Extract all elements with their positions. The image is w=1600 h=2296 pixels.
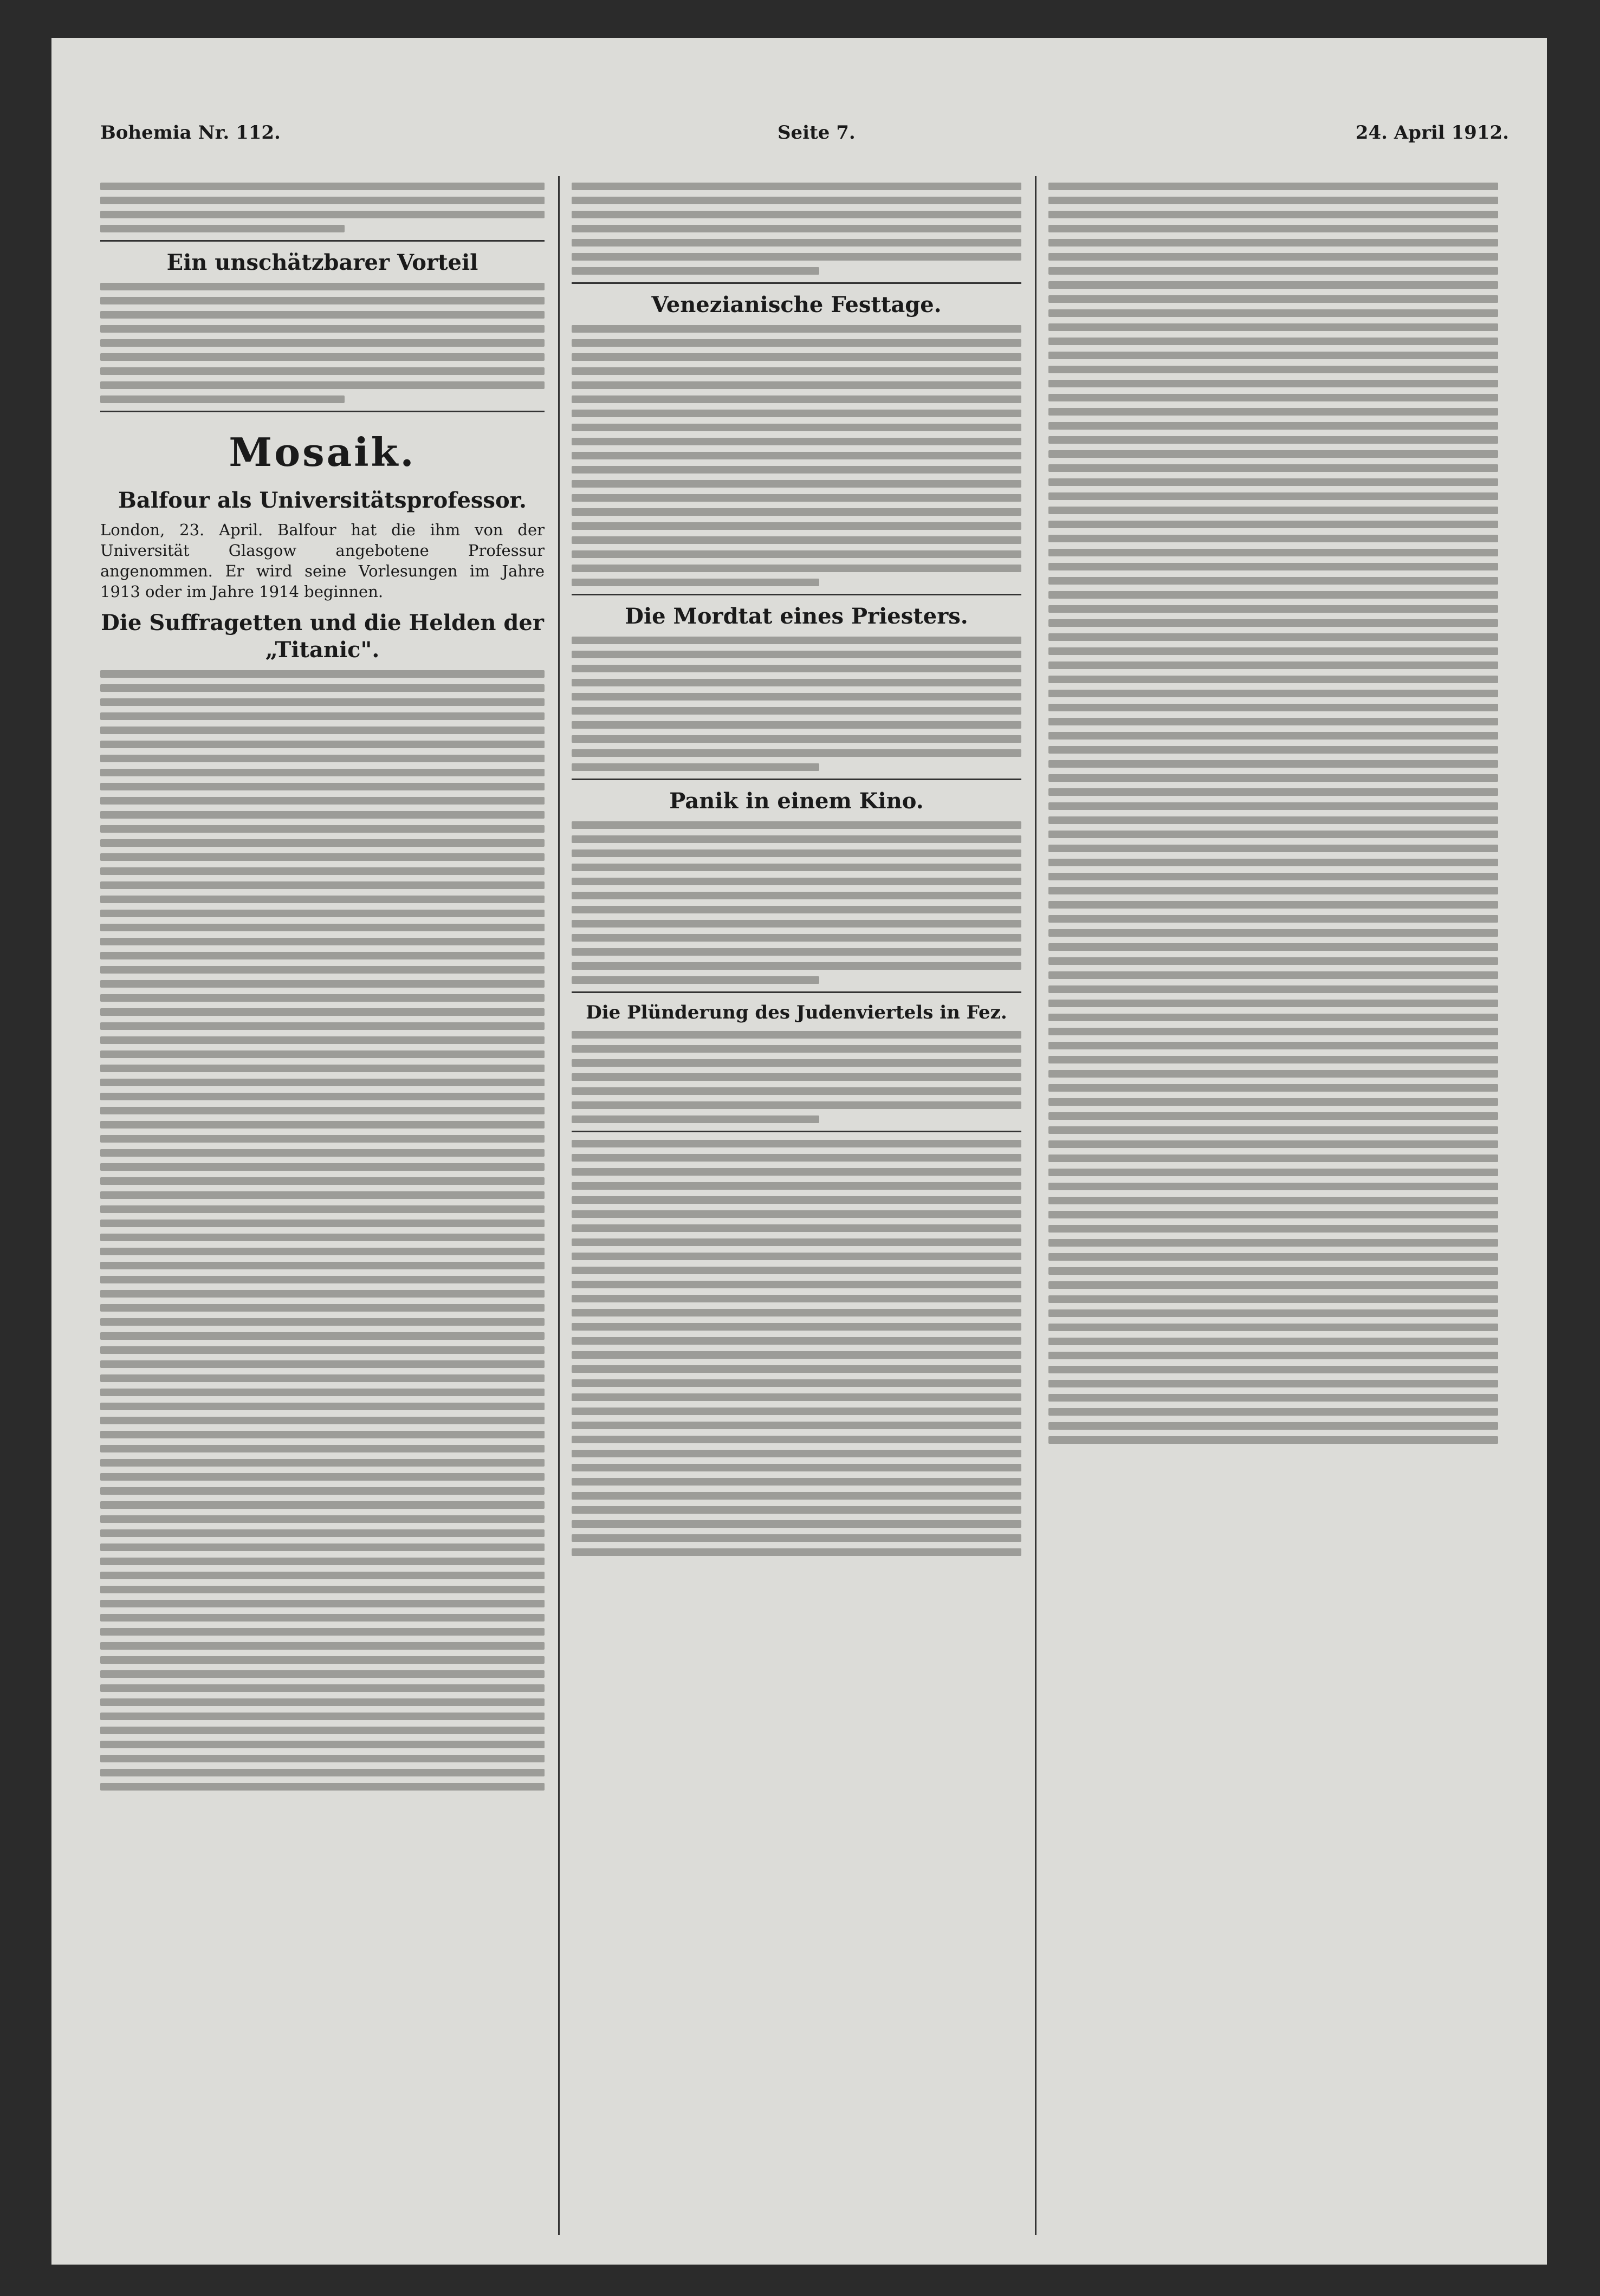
text-line-placeholder xyxy=(100,325,545,333)
text-line-placeholder xyxy=(1048,211,1498,218)
text-line-placeholder xyxy=(100,1656,545,1664)
text-line-placeholder xyxy=(100,712,545,720)
text-line-placeholder xyxy=(1048,760,1498,768)
text-line-placeholder xyxy=(572,962,1021,970)
text-line-placeholder xyxy=(100,1698,545,1706)
text-line-placeholder xyxy=(100,1360,545,1368)
text-line-placeholder xyxy=(572,1115,819,1123)
text-line-placeholder xyxy=(1048,295,1498,303)
text-line-placeholder xyxy=(572,1045,1021,1053)
text-line-placeholder xyxy=(1048,845,1498,852)
text-line-placeholder xyxy=(572,367,1021,375)
text-line-placeholder xyxy=(572,536,1021,544)
text-line-placeholder xyxy=(100,1107,545,1114)
text-line-placeholder xyxy=(572,1548,1021,1556)
text-line-placeholder xyxy=(572,1140,1021,1147)
text-line-placeholder xyxy=(572,1323,1021,1331)
text-line-placeholder xyxy=(1048,1084,1498,1092)
text-line-placeholder xyxy=(1048,1436,1498,1444)
text-line-placeholder xyxy=(100,1543,545,1551)
column-rule xyxy=(1035,176,1037,2235)
text-line-placeholder xyxy=(1048,1309,1498,1317)
text-line-placeholder xyxy=(572,466,1021,474)
text-line-placeholder xyxy=(572,424,1021,431)
text-line-placeholder xyxy=(572,1295,1021,1302)
text-line-placeholder xyxy=(100,741,545,748)
text-line-placeholder xyxy=(1048,1000,1498,1007)
text-line-placeholder xyxy=(572,494,1021,502)
text-line-placeholder xyxy=(1048,1169,1498,1176)
text-line-placeholder xyxy=(572,1408,1021,1415)
text-line-placeholder xyxy=(572,1422,1021,1429)
text-line-placeholder xyxy=(572,1253,1021,1260)
text-line-placeholder xyxy=(1048,1281,1498,1289)
issue-date: 24. April 1912. xyxy=(1355,122,1509,144)
text-line-placeholder xyxy=(572,1267,1021,1274)
text-line-placeholder xyxy=(100,1755,545,1762)
text-line-placeholder xyxy=(1048,450,1498,458)
text-line-placeholder xyxy=(100,1515,545,1523)
text-line-placeholder xyxy=(572,1087,1021,1095)
text-line-placeholder xyxy=(1048,1352,1498,1359)
text-line-placeholder xyxy=(572,267,819,275)
text-line-placeholder xyxy=(100,980,545,988)
text-line-placeholder xyxy=(100,727,545,734)
text-line-placeholder xyxy=(572,1478,1021,1486)
text-line-placeholder xyxy=(1048,521,1498,528)
text-line-placeholder xyxy=(100,769,545,776)
text-line-placeholder xyxy=(100,1586,545,1593)
text-line-placeholder xyxy=(572,1351,1021,1359)
text-line-placeholder xyxy=(100,1529,545,1537)
text-line-placeholder xyxy=(1048,1422,1498,1430)
headline-fez: Die Plünderung des Judenviertels in Fez. xyxy=(586,1002,1007,1023)
text-line-placeholder xyxy=(1048,1056,1498,1063)
text-line-placeholder xyxy=(1048,1366,1498,1373)
text-line-placeholder xyxy=(572,1520,1021,1528)
text-line-placeholder xyxy=(100,1220,545,1227)
text-line-placeholder xyxy=(572,353,1021,361)
text-line-placeholder xyxy=(572,707,1021,715)
text-line-placeholder xyxy=(572,1210,1021,1218)
text-line-placeholder xyxy=(100,1487,545,1495)
text-line-placeholder xyxy=(100,1191,545,1199)
text-line-placeholder xyxy=(572,197,1021,204)
text-line-placeholder xyxy=(1048,408,1498,416)
text-line-placeholder xyxy=(1048,1394,1498,1402)
text-line-placeholder xyxy=(100,395,345,403)
text-line-placeholder xyxy=(572,1031,1021,1039)
text-line-placeholder xyxy=(100,225,345,232)
text-line-placeholder xyxy=(1048,507,1498,514)
text-line-placeholder xyxy=(1048,661,1498,669)
text-line-placeholder xyxy=(572,835,1021,843)
text-line-placeholder xyxy=(572,920,1021,928)
text-line-placeholder xyxy=(572,1224,1021,1232)
text-line-placeholder xyxy=(1048,1253,1498,1261)
divider xyxy=(572,282,1021,284)
text-line-placeholder xyxy=(100,1727,545,1734)
text-line-placeholder xyxy=(100,825,545,833)
text-line-placeholder xyxy=(1048,338,1498,345)
text-line-placeholder xyxy=(1048,859,1498,866)
headline-balfour: Balfour als Universitätsprofessor. xyxy=(118,488,527,513)
text-line-placeholder xyxy=(1048,1197,1498,1204)
text-line-placeholder xyxy=(572,1436,1021,1443)
text-line-placeholder xyxy=(100,853,545,861)
text-line-placeholder xyxy=(572,452,1021,459)
text-line-placeholder xyxy=(100,966,545,974)
text-line-placeholder xyxy=(100,1403,545,1410)
page-number: Seite 7. xyxy=(778,122,856,144)
text-line-placeholder xyxy=(1048,1155,1498,1162)
text-line-placeholder xyxy=(1048,957,1498,965)
text-line-placeholder xyxy=(1048,971,1498,979)
text-line-placeholder xyxy=(1048,1380,1498,1387)
text-line-placeholder xyxy=(100,670,545,678)
text-line-placeholder xyxy=(100,797,545,805)
text-line-placeholder xyxy=(1048,478,1498,486)
text-line-placeholder xyxy=(100,1304,545,1312)
text-line-placeholder xyxy=(572,239,1021,247)
text-line-placeholder xyxy=(1048,633,1498,641)
text-line-placeholder xyxy=(1048,732,1498,740)
text-line-placeholder xyxy=(1048,676,1498,683)
text-line-placeholder xyxy=(1048,422,1498,430)
text-line-placeholder xyxy=(572,1238,1021,1246)
text-line-placeholder xyxy=(1048,309,1498,317)
text-line-placeholder xyxy=(572,878,1021,885)
text-line-placeholder xyxy=(572,864,1021,871)
text-line-placeholder xyxy=(572,1492,1021,1500)
text-line-placeholder xyxy=(100,1205,545,1213)
text-line-placeholder xyxy=(1048,746,1498,754)
text-line-placeholder xyxy=(100,1121,545,1128)
text-line-placeholder xyxy=(1048,718,1498,725)
text-line-placeholder xyxy=(572,892,1021,899)
text-line-placeholder xyxy=(100,1234,545,1241)
text-line-placeholder xyxy=(1048,788,1498,796)
text-line-placeholder xyxy=(1048,1112,1498,1120)
text-line-placeholder xyxy=(100,1558,545,1565)
text-line-placeholder xyxy=(1048,197,1498,204)
text-line-placeholder xyxy=(100,924,545,931)
text-line-placeholder xyxy=(100,1276,545,1283)
text-line-placeholder xyxy=(100,1389,545,1396)
text-line-placeholder xyxy=(100,1445,545,1452)
text-line-placeholder xyxy=(1048,1070,1498,1078)
text-line-placeholder xyxy=(1048,901,1498,909)
text-line-placeholder xyxy=(572,1393,1021,1401)
text-line-placeholder xyxy=(572,211,1021,218)
text-line-placeholder xyxy=(1048,1324,1498,1331)
text-line-placeholder xyxy=(572,508,1021,516)
text-line-placeholder xyxy=(100,1684,545,1692)
divider xyxy=(572,594,1021,595)
text-line-placeholder xyxy=(1048,549,1498,556)
text-line-placeholder xyxy=(100,1459,545,1467)
text-line-placeholder xyxy=(1048,704,1498,711)
text-line-placeholder xyxy=(1048,1295,1498,1303)
text-line-placeholder xyxy=(572,1337,1021,1345)
text-line-placeholder xyxy=(100,1431,545,1438)
text-line-placeholder xyxy=(100,1332,545,1340)
text-line-placeholder xyxy=(100,283,545,290)
text-line-placeholder xyxy=(100,1783,545,1791)
column-rule xyxy=(558,176,560,2235)
text-line-placeholder xyxy=(100,381,545,389)
divider xyxy=(572,991,1021,993)
text-line-placeholder xyxy=(1048,253,1498,261)
text-line-placeholder xyxy=(572,565,1021,572)
text-line-placeholder xyxy=(100,339,545,347)
text-line-placeholder xyxy=(100,1093,545,1100)
article-suffragetten-placeholder xyxy=(100,670,545,1791)
text-line-placeholder xyxy=(1048,1239,1498,1247)
text-line-placeholder xyxy=(100,1135,545,1143)
text-line-placeholder xyxy=(100,867,545,875)
divider xyxy=(100,240,545,242)
text-line-placeholder xyxy=(100,1262,545,1269)
text-line-placeholder xyxy=(572,976,819,984)
text-line-placeholder xyxy=(1048,1211,1498,1218)
text-line-placeholder xyxy=(100,183,545,190)
text-line-placeholder xyxy=(572,1182,1021,1190)
text-line-placeholder xyxy=(572,906,1021,913)
text-line-placeholder xyxy=(100,896,545,903)
section-title-mosaik: Mosaik. xyxy=(229,429,416,475)
headline-mordtat: Die Mordtat eines Priesters. xyxy=(625,604,968,629)
text-line-placeholder xyxy=(1048,774,1498,782)
text-line-placeholder xyxy=(100,311,545,319)
text-line-placeholder xyxy=(1048,647,1498,655)
text-line-placeholder xyxy=(100,1473,545,1481)
text-line-placeholder xyxy=(572,438,1021,445)
text-line-placeholder xyxy=(100,1036,545,1044)
text-line-placeholder xyxy=(100,1149,545,1157)
text-line-placeholder xyxy=(1048,1140,1498,1148)
text-line-placeholder xyxy=(572,1534,1021,1542)
text-line-placeholder xyxy=(1048,1014,1498,1021)
text-line-placeholder xyxy=(100,1050,545,1058)
text-line-placeholder xyxy=(100,994,545,1002)
text-line-placeholder xyxy=(1048,225,1498,232)
text-line-placeholder xyxy=(1048,563,1498,570)
column-3 xyxy=(1048,176,1498,2235)
text-line-placeholder xyxy=(572,381,1021,389)
text-line-placeholder xyxy=(100,1248,545,1255)
text-line-placeholder xyxy=(572,1073,1021,1081)
text-line-placeholder xyxy=(1048,352,1498,359)
divider xyxy=(100,411,545,412)
text-line-placeholder xyxy=(100,211,545,218)
text-line-placeholder xyxy=(572,665,1021,672)
text-line-placeholder xyxy=(572,749,1021,757)
text-line-placeholder xyxy=(100,197,545,204)
text-line-placeholder xyxy=(100,1346,545,1354)
text-line-placeholder xyxy=(572,522,1021,530)
text-line-placeholder xyxy=(100,910,545,917)
text-line-placeholder xyxy=(1048,535,1498,542)
divider xyxy=(572,779,1021,780)
text-line-placeholder xyxy=(572,948,1021,956)
text-line-placeholder xyxy=(572,1059,1021,1067)
article-balfour: London, 23. April. Balfour hat die ihm von der Universität Glasgow angebotene Professur angenommen. Er wird seine Vorlesungen im Jahre 1913 oder im Jahre 1914 beginnen. xyxy=(100,521,545,601)
text-line-placeholder xyxy=(100,1374,545,1382)
text-line-placeholder xyxy=(1048,1338,1498,1345)
text-line-placeholder xyxy=(572,579,819,586)
text-line-placeholder xyxy=(1048,1042,1498,1049)
headline-vorteil: Ein unschätzbarer Vorteil xyxy=(166,250,478,275)
text-line-placeholder xyxy=(572,480,1021,488)
text-line-placeholder xyxy=(1048,380,1498,387)
text-line-placeholder xyxy=(100,684,545,692)
text-line-placeholder xyxy=(572,225,1021,232)
text-line-placeholder xyxy=(1048,1028,1498,1035)
text-line-placeholder xyxy=(572,1309,1021,1316)
text-line-placeholder xyxy=(1048,281,1498,289)
text-line-placeholder xyxy=(1048,267,1498,275)
text-line-placeholder xyxy=(1048,802,1498,810)
text-line-placeholder xyxy=(572,395,1021,403)
text-line-placeholder xyxy=(572,1464,1021,1471)
text-line-placeholder xyxy=(100,698,545,706)
text-line-placeholder xyxy=(572,410,1021,417)
text-line-placeholder xyxy=(100,367,545,375)
text-line-placeholder xyxy=(572,183,1021,190)
text-line-placeholder xyxy=(572,1168,1021,1176)
text-line-placeholder xyxy=(1048,831,1498,838)
text-line-placeholder xyxy=(1048,943,1498,951)
text-line-placeholder xyxy=(1048,605,1498,613)
text-line-placeholder xyxy=(100,1741,545,1748)
text-line-placeholder xyxy=(572,679,1021,686)
text-line-placeholder xyxy=(100,1600,545,1607)
page-header xyxy=(100,122,1509,154)
text-line-placeholder xyxy=(1048,873,1498,880)
text-line-placeholder xyxy=(1048,929,1498,937)
headline-venezianische-festtage: Venezianische Festtage. xyxy=(651,292,942,317)
column-1 xyxy=(100,176,545,2235)
text-line-placeholder xyxy=(572,849,1021,857)
text-line-placeholder xyxy=(1048,591,1498,599)
text-line-placeholder xyxy=(1048,619,1498,627)
headline-panik-kino: Panik in einem Kino. xyxy=(669,788,924,814)
text-line-placeholder xyxy=(100,1008,545,1016)
text-line-placeholder xyxy=(100,783,545,790)
text-line-placeholder xyxy=(100,1290,545,1298)
text-line-placeholder xyxy=(1048,436,1498,444)
text-line-placeholder xyxy=(100,811,545,819)
text-line-placeholder xyxy=(1048,1126,1498,1134)
text-line-placeholder xyxy=(100,297,545,304)
text-line-placeholder xyxy=(572,693,1021,701)
text-line-placeholder xyxy=(100,1670,545,1678)
text-line-placeholder xyxy=(100,881,545,889)
text-line-placeholder xyxy=(572,763,819,771)
text-line-placeholder xyxy=(572,339,1021,347)
divider xyxy=(572,1131,1021,1132)
text-line-placeholder xyxy=(572,1281,1021,1288)
text-line-placeholder xyxy=(572,651,1021,658)
text-line-placeholder xyxy=(572,1450,1021,1457)
text-line-placeholder xyxy=(100,1079,545,1086)
text-line-placeholder xyxy=(572,325,1021,333)
text-line-placeholder xyxy=(100,839,545,847)
text-line-placeholder xyxy=(100,1177,545,1185)
text-line-placeholder xyxy=(1048,577,1498,585)
text-line-placeholder xyxy=(100,1713,545,1720)
text-line-placeholder xyxy=(100,1065,545,1072)
text-line-placeholder xyxy=(572,735,1021,743)
text-line-placeholder xyxy=(572,637,1021,644)
headline-suffragetten: Die Suffragetten und die Helden der „Titanic". xyxy=(101,610,544,663)
text-line-placeholder xyxy=(572,1196,1021,1204)
text-line-placeholder xyxy=(1048,239,1498,247)
text-line-placeholder xyxy=(1048,1267,1498,1275)
text-line-placeholder xyxy=(1048,690,1498,697)
text-line-placeholder xyxy=(572,934,1021,942)
text-line-placeholder xyxy=(1048,323,1498,331)
text-line-placeholder xyxy=(572,550,1021,558)
text-line-placeholder xyxy=(100,1769,545,1776)
text-line-placeholder xyxy=(1048,366,1498,373)
text-line-placeholder xyxy=(100,755,545,762)
text-line-placeholder xyxy=(100,1614,545,1622)
text-line-placeholder xyxy=(1048,1183,1498,1190)
text-line-placeholder xyxy=(1048,816,1498,824)
text-line-placeholder xyxy=(572,1379,1021,1387)
text-line-placeholder xyxy=(1048,915,1498,923)
text-line-placeholder xyxy=(100,938,545,945)
text-line-placeholder xyxy=(1048,492,1498,500)
text-line-placeholder xyxy=(1048,1408,1498,1416)
text-line-placeholder xyxy=(100,1318,545,1326)
text-line-placeholder xyxy=(572,1154,1021,1162)
text-line-placeholder xyxy=(100,1501,545,1509)
text-line-placeholder xyxy=(100,1642,545,1650)
newspaper-page xyxy=(51,38,1547,2265)
text-line-placeholder xyxy=(1048,183,1498,190)
text-line-placeholder xyxy=(1048,985,1498,993)
text-line-placeholder xyxy=(572,1506,1021,1514)
text-line-placeholder xyxy=(100,952,545,959)
text-line-placeholder xyxy=(1048,464,1498,472)
text-line-placeholder xyxy=(572,253,1021,261)
text-line-placeholder xyxy=(100,1417,545,1424)
text-line-placeholder xyxy=(572,1365,1021,1373)
text-line-placeholder xyxy=(100,1163,545,1171)
text-line-placeholder xyxy=(100,1572,545,1579)
text-line-placeholder xyxy=(572,821,1021,829)
text-line-placeholder xyxy=(1048,394,1498,401)
issue-number: Bohemia Nr. 112. xyxy=(100,122,281,144)
text-line-placeholder xyxy=(1048,1098,1498,1106)
text-line-placeholder xyxy=(572,1101,1021,1109)
text-line-placeholder xyxy=(100,353,545,361)
column-2 xyxy=(572,176,1021,2235)
text-line-placeholder xyxy=(100,1022,545,1030)
text-line-placeholder xyxy=(100,1628,545,1636)
text-line-placeholder xyxy=(572,721,1021,729)
text-line-placeholder xyxy=(1048,1225,1498,1233)
text-line-placeholder xyxy=(1048,887,1498,894)
